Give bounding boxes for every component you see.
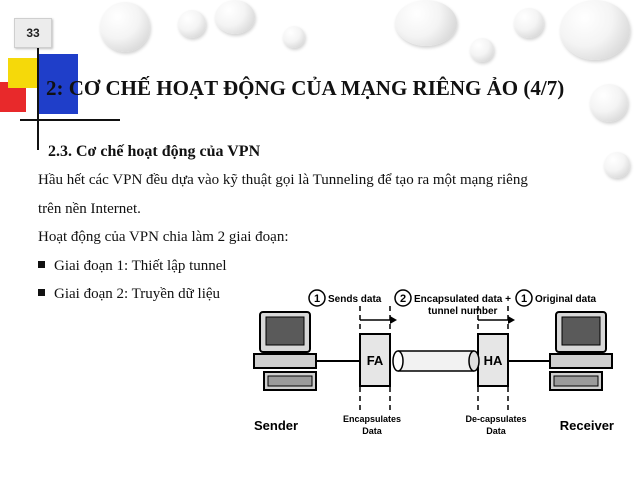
bullet-item	[38, 258, 227, 275]
bullet-square-icon	[38, 289, 45, 296]
bubble-decoration	[514, 8, 544, 38]
paragraph-line: Hầu hết các VPN đều dựa vào kỹ thuật gọi là Tunneling để tạo ra một mạng riêng	[38, 172, 528, 188]
bullet-text: Giai đoạn 2: Truyền dữ liệu	[54, 286, 221, 302]
page-number: 33	[14, 18, 52, 48]
step-number: 2	[399, 293, 407, 305]
slide-title: 2: CƠ CHẾ HOẠT ĐỘNG CỦA MẠNG RIÊNG ẢO (4/7)	[46, 76, 565, 100]
sender-label: Sender	[254, 418, 299, 433]
bullet-square-icon	[38, 261, 45, 268]
bubble-decoration	[470, 38, 494, 62]
encapsulates-label: Encapsulates	[342, 414, 402, 424]
step-text: tunnel number	[428, 306, 498, 317]
bullet-text: Giai đoạn 1: Thiết lập tunnel	[54, 258, 227, 274]
fa-label: FA	[366, 353, 384, 368]
decapsulates-label: De-capsulates	[465, 414, 527, 424]
bubble-decoration	[395, 0, 457, 46]
decapsulates-label: Data	[486, 426, 506, 436]
yellow-square	[8, 58, 38, 88]
bubble-decoration	[560, 0, 630, 60]
bubble-decoration	[604, 152, 630, 178]
bullet-item	[38, 286, 220, 303]
sender-computer-icon	[254, 312, 316, 390]
encapsulates-label: Data	[362, 426, 382, 436]
step-number: 1	[313, 293, 321, 305]
tunnel-pipe	[393, 351, 479, 371]
receiver-computer-icon	[550, 312, 612, 390]
step-text: Sends data	[328, 294, 382, 305]
bubble-decoration	[215, 0, 255, 34]
step-text: Original data	[535, 294, 597, 305]
paragraph-line: trên nền Internet.	[38, 201, 141, 217]
paragraph-line: Hoạt động của VPN chia làm 2 giai đoạn:	[38, 229, 289, 245]
section-heading: 2.3. Cơ chế hoạt động của VPN	[48, 143, 261, 160]
bubble-decoration	[178, 10, 206, 38]
bubble-decoration	[283, 26, 305, 48]
receiver-label: Receiver	[559, 418, 614, 433]
vpn-tunnel-diagram	[250, 284, 618, 442]
step-number: 1	[520, 293, 528, 305]
ha-label: HA	[483, 353, 503, 368]
step-text: Encapsulated data +	[414, 294, 511, 305]
